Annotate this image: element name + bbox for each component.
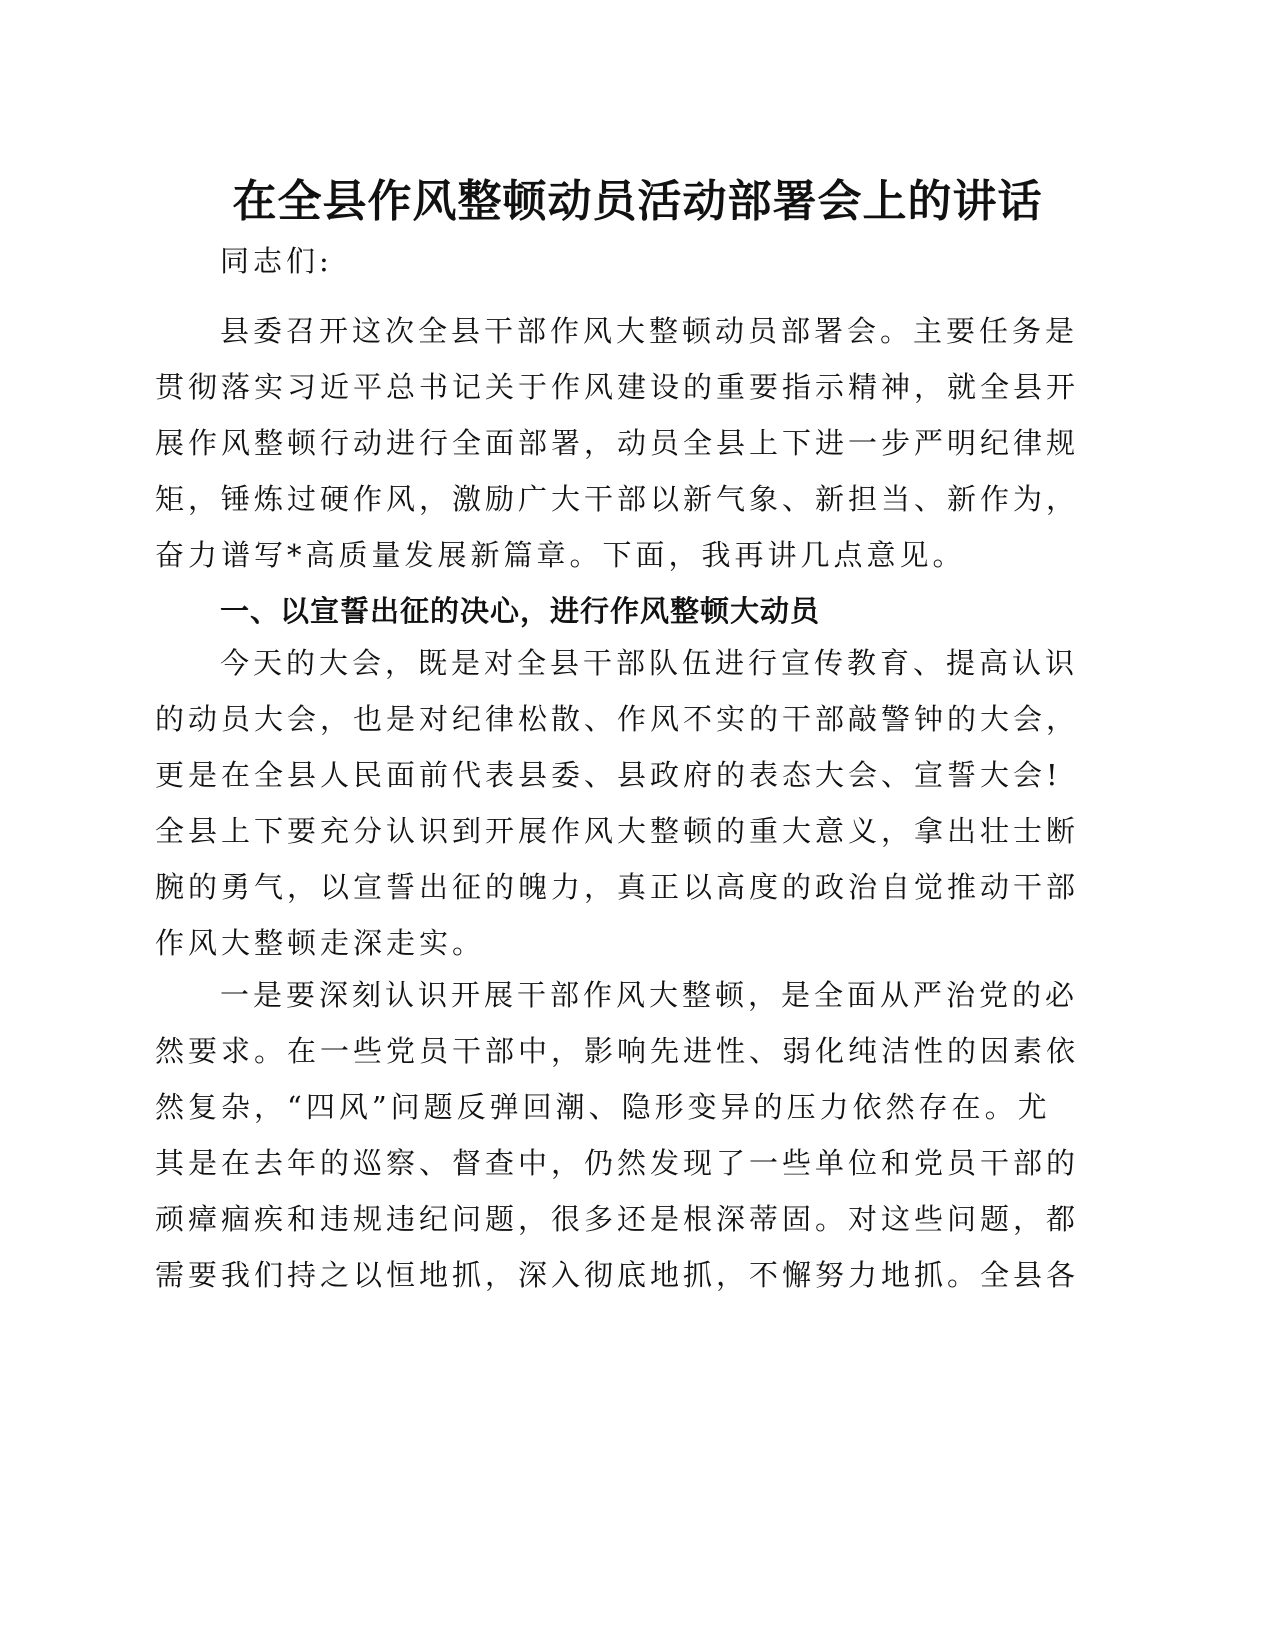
paragraph-line: 的动员大会，也是对纪律松散、作风不实的干部敲警钟的大会， <box>155 702 1080 736</box>
salutation-block <box>155 233 1085 289</box>
section-heading: 一、以宣誓出征的决心，进行作风整顿大动员 <box>220 594 821 628</box>
paragraph-line: 矩，锤炼过硬作风，激励广大干部以新气象、新担当、新作为， <box>155 482 1080 516</box>
paragraph-1 <box>155 303 1085 583</box>
document-title: 在全县作风整顿动员活动部署会上的讲话 <box>232 176 1043 227</box>
paragraph-line: 贯彻落实习近平总书记关于作风建设的重要指示精神，就全县开 <box>155 370 1080 404</box>
paragraph-line: 腕的勇气，以宣誓出征的魄力，真正以高度的政治自觉推动干部 <box>155 870 1080 904</box>
paragraph-3 <box>155 967 1085 1303</box>
paragraph-line: 更是在全县人民面前代表县委、县政府的表态大会、宣誓大会! <box>155 758 1062 792</box>
paragraph-line: 然要求。在一些党员干部中，影响先进性、弱化纯洁性的因素依 <box>155 1034 1080 1068</box>
paragraph-line: 全县上下要充分认识到开展作风大整顿的重大意义，拿出壮士断 <box>155 814 1080 848</box>
salutation: 同志们: <box>220 244 333 278</box>
paragraph-line: 展作风整顿行动进行全面部署，动员全县上下进一步严明纪律规 <box>155 426 1080 460</box>
paragraph-line: 县委召开这次全县干部作风大整顿动员部署会。主要任务是 <box>220 314 1079 348</box>
paragraph-line: 需要我们持之以恒地抓，深入彻底地抓，不懈努力地抓。全县各 <box>155 1258 1080 1292</box>
paragraph-line: 其是在去年的巡察、督查中，仍然发现了一些单位和党员干部的 <box>155 1146 1080 1180</box>
paragraph-line: 作风大整顿走深走实。 <box>155 926 486 960</box>
paragraph-line: 顽瘴痼疾和违规违纪问题，很多还是根深蒂固。对这些问题，都 <box>155 1202 1080 1236</box>
paragraph-line: 奋力谱写*高质量发展新篇章。下面，我再讲几点意见。 <box>155 538 966 572</box>
paragraph-line: 今天的大会，既是对全县干部队伍进行宣传教育、提高认识 <box>220 646 1079 680</box>
paragraph-2 <box>155 635 1085 971</box>
paragraph-line: 一是要深刻认识开展干部作风大整顿，是全面从严治党的必 <box>220 978 1079 1012</box>
section-heading-block <box>155 583 1085 639</box>
paragraph-line: 然复杂，“四风”问题反弹回潮、隐形变异的压力依然存在。尤 <box>155 1090 1051 1124</box>
